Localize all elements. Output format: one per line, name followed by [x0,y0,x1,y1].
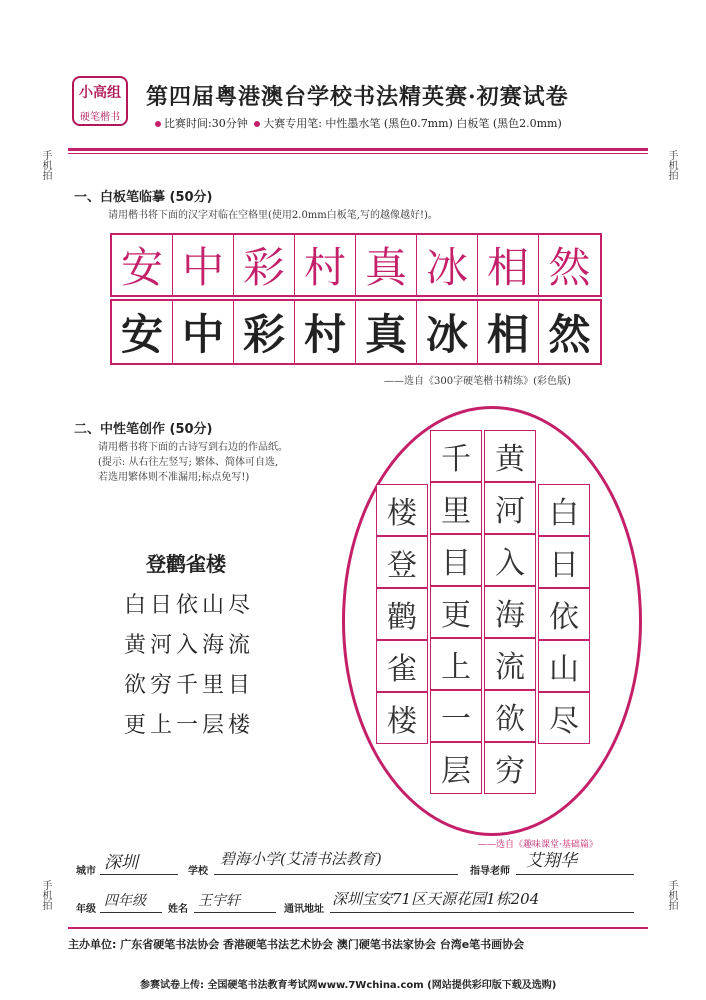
work-char: 穷 [484,742,536,794]
time-info: 比赛时间:30分钟 [164,117,248,130]
pen-info: 大赛专用笔: 中性墨水笔 (黑色0.7mm) 白板笔 (黑色2.0mm) [263,117,562,130]
work-char: 楼 [376,484,428,536]
section1-source: ——选自《300字硬笔楷书精练》(彩色版) [384,376,571,387]
name-value[interactable]: 王宇轩 [198,893,240,909]
work-char: 日 [538,536,590,588]
written-char: 村 [295,301,356,363]
work-char: 尽 [538,692,590,744]
work-char: 层 [430,742,482,794]
city-label: 城市 [76,866,96,877]
school-underline [214,874,458,875]
work-column-4 [376,484,428,744]
copy-char-grid [110,299,602,365]
work-char: 流 [484,638,536,690]
poem-title: 登鹳雀楼 [146,552,226,576]
city-value[interactable]: 深圳 [104,853,138,873]
section2-instruction-line: 请用楷书将下面的古诗写到右边的作品纸。 [98,442,288,453]
work-char: 海 [484,586,536,638]
written-char: 安 [112,301,173,363]
work-char: 雀 [376,640,428,692]
model-char: 安 [112,235,173,295]
model-char: 真 [356,235,417,295]
badge-top-label: 小高组 [79,85,121,101]
teacher-underline [516,874,634,875]
written-char: 冰 [417,301,478,363]
city-underline [100,874,178,875]
work-char: 白 [538,484,590,536]
organizers: 主办单位: 广东省硬笔书法协会 香港硬笔书法艺术协会 澳门硬笔书法家协会 台湾e笔书画协会 [68,938,525,951]
model-char-grid [110,233,602,297]
work-column-1 [538,484,590,744]
poem-line: 欲穷千里目 [124,673,255,698]
name-label: 姓名 [168,904,188,915]
poem-line: 白日依山尽 [124,593,255,618]
written-char: 真 [356,301,417,363]
section1-instruction: 请用楷书将下面的汉字对临在空格里(使用2.0mm白板笔,写的越像越好!)。 [108,210,438,221]
work-char: 欲 [484,690,536,742]
work-char: 河 [484,482,536,534]
work-char: 千 [430,430,482,482]
written-char: 相 [478,301,539,363]
grade-label: 年级 [76,904,96,915]
phone-photo-label-right-top: 手机拍 [666,150,677,180]
work-char: 鹳 [376,588,428,640]
work-char: 山 [538,640,590,692]
work-char: 楼 [376,692,428,744]
work-column-2 [484,430,536,794]
address-value[interactable]: 深圳宝安71区天源花园1栋204 [332,890,540,908]
work-column-3 [430,430,482,794]
written-char: 彩 [234,301,295,363]
work-char: 上 [430,638,482,690]
section2-heading: 二、中性笔创作 (50分) [74,422,213,437]
section2-source: ——选自《趣味课堂·基础篇》 [478,840,598,850]
written-char: 中 [173,301,234,363]
page-title: 第四届粤港澳台学校书法精英赛·初赛试卷 [146,84,569,110]
footer-divider [68,927,648,929]
teacher-value[interactable]: 艾翔华 [526,851,577,871]
written-char: 然 [548,310,591,359]
grade-underline [100,912,162,913]
work-char: 登 [376,536,428,588]
section1-heading: 一、白板笔临摹 (50分) [74,190,213,205]
poem-line: 更上一层楼 [124,713,255,738]
work-char: 一 [430,690,482,742]
model-char: 彩 [234,235,295,295]
bullet-icon [254,121,260,127]
upload-note: 参赛试卷上传: 全国硬笔书法教育考试网www.7Wchina.com (网站提供彩印版下载及选购) [140,980,557,991]
badge-bottom-label: 硬笔楷书 [80,112,120,123]
model-char: 然 [548,243,591,292]
work-char: 目 [430,534,482,586]
bullet-icon [155,121,161,127]
model-char: 冰 [417,235,478,295]
work-char: 更 [430,586,482,638]
name-underline [194,912,276,913]
model-char: 中 [173,235,234,295]
work-char: 入 [484,534,536,586]
work-char: 依 [538,588,590,640]
address-label: 通讯地址 [284,904,324,915]
poem-line: 黄河入海流 [124,633,255,658]
work-char: 里 [430,482,482,534]
section2-instruction [98,440,288,485]
group-badge [72,76,128,126]
phone-photo-label-left-bottom: 手机拍 [40,880,51,910]
address-underline [330,912,634,913]
section2-instruction-line: (提示: 从右往左竖写; 繁体、简体可自选, [98,457,279,468]
teacher-label: 指导老师 [470,866,510,877]
phone-photo-label-left-top: 手机拍 [40,150,51,180]
grade-value[interactable]: 四年级 [104,893,146,909]
contest-info [152,115,562,131]
section2-instruction-line: 若选用繁体则不准漏用;标点免写!) [98,472,250,483]
header-divider [68,148,648,151]
phone-photo-label-right-bottom: 手机拍 [666,880,677,910]
header-divider-thin [68,153,648,154]
work-char: 黄 [484,430,536,482]
model-char: 相 [478,235,539,295]
model-char: 村 [295,235,356,295]
school-label: 学校 [188,866,208,877]
school-value[interactable]: 碧海小学(艾清书法教育) [220,850,382,868]
